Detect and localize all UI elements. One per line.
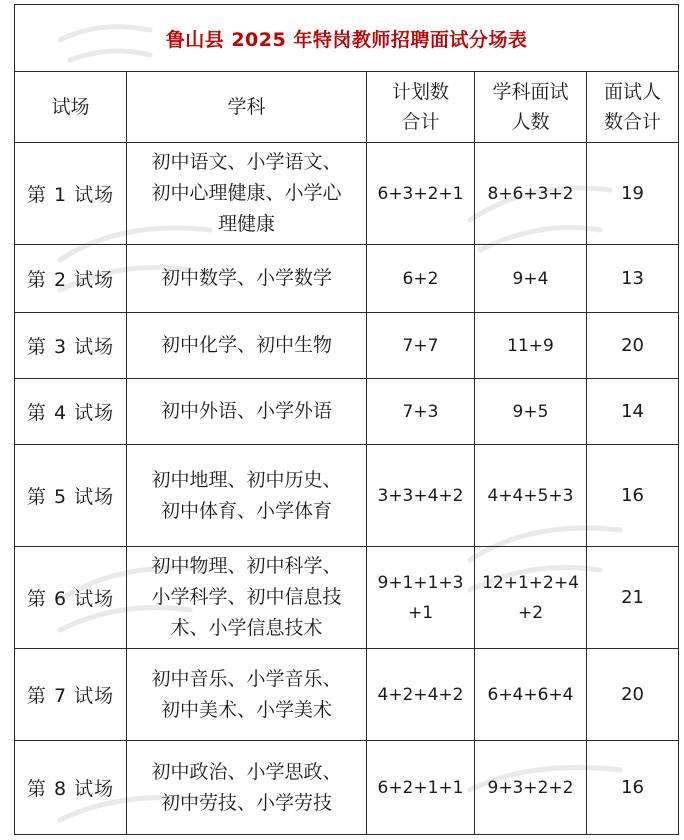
subject-interview-value: 8+6+3+2 — [487, 183, 574, 204]
table-title — [15, 5, 679, 72]
plan-total-cell — [367, 245, 475, 313]
subjects-cell — [127, 379, 367, 445]
interview-total-value: 21 — [621, 587, 644, 608]
plan-total-cell — [367, 379, 475, 445]
interview-total-cell — [587, 445, 679, 547]
header-plan-line2: 合计 — [401, 111, 440, 133]
room-cell — [15, 379, 127, 445]
header-interview-total — [587, 72, 679, 143]
subjects-text: 初中政治、小学思政、 — [151, 760, 342, 783]
table-row — [15, 547, 679, 649]
table-row — [15, 649, 679, 741]
room-cell — [15, 741, 127, 835]
subject-interview-cell — [475, 547, 587, 649]
subjects-text: 初中美术、小学美术 — [160, 698, 332, 721]
plan-total-cell — [367, 445, 475, 547]
plan-total-value: 9+1+1+3 — [377, 572, 464, 593]
subjects-text: 小学科学、初中信息技 — [151, 586, 342, 608]
subjects-cell — [127, 445, 367, 547]
header-room — [15, 72, 127, 143]
room-cell — [15, 649, 127, 741]
subjects-text: 初中外语、小学外语 — [160, 400, 332, 422]
room-label: 第 8 试场 — [26, 778, 115, 800]
subject-interview-value: 9+5 — [512, 401, 549, 422]
room-label: 第 6 试场 — [26, 588, 115, 610]
subject-interview-cell — [475, 313, 587, 379]
subjects-text: 初中化学、初中生物 — [160, 334, 332, 356]
table-row — [15, 143, 679, 245]
subjects-text: 初中语文、小学语文、 — [151, 151, 342, 173]
plan-total-value: 6+2 — [402, 268, 439, 289]
plan-total-cell — [367, 143, 475, 245]
room-cell — [15, 547, 127, 649]
title-row — [15, 5, 679, 72]
plan-total-cell — [367, 741, 475, 835]
room-label: 第 4 试场 — [26, 402, 115, 424]
interview-total-cell — [587, 245, 679, 313]
room-label: 第 5 试场 — [26, 486, 115, 508]
room-label: 第 3 试场 — [26, 336, 115, 358]
header-total-line2: 数合计 — [604, 111, 662, 133]
room-cell — [15, 313, 127, 379]
subject-interview-cell — [475, 445, 587, 547]
subjects-text: 初中数学、小学数学 — [160, 267, 332, 289]
subjects-cell — [127, 313, 367, 379]
subjects-text: 初中物理、初中科学、 — [151, 555, 342, 577]
plan-total-value: 3+3+4+2 — [377, 485, 464, 506]
plan-total-cell — [367, 313, 475, 379]
header-interview-line2: 人数 — [511, 111, 550, 133]
subjects-text: 初中地理、初中历史、 — [151, 468, 342, 491]
table-row — [15, 445, 679, 547]
table-row — [15, 741, 679, 835]
table-row — [15, 313, 679, 379]
plan-total-value: 6+2+1+1 — [377, 777, 464, 798]
table-row — [15, 245, 679, 313]
header-row — [15, 72, 679, 143]
subjects-cell — [127, 649, 367, 741]
interview-total-value: 14 — [621, 401, 644, 422]
plan-total-cell — [367, 649, 475, 741]
interview-total-cell — [587, 313, 679, 379]
subjects-cell — [127, 547, 367, 649]
interview-total-cell — [587, 379, 679, 445]
interview-schedule-table — [14, 4, 679, 835]
header-interview-line1: 学科面试 — [492, 81, 569, 103]
subjects-text: 初中心理健康、小学心 — [151, 182, 342, 204]
plan-total-value: 7+3 — [402, 401, 439, 422]
interview-total-cell — [587, 547, 679, 649]
subject-interview-value: 6+4+6+4 — [487, 684, 574, 705]
room-label: 第 1 试场 — [26, 184, 115, 206]
subject-interview-value: +2 — [517, 602, 544, 623]
interview-total-value: 13 — [621, 268, 644, 289]
interview-total-cell — [587, 741, 679, 835]
room-label: 第 7 试场 — [26, 685, 115, 707]
interview-total-value: 16 — [621, 485, 644, 506]
header-total-line1: 面试人 — [604, 81, 662, 103]
subject-interview-value: 4+4+5+3 — [487, 485, 574, 506]
plan-total-cell — [367, 547, 475, 649]
room-label: 第 2 试场 — [26, 269, 115, 291]
header-subject — [127, 72, 367, 143]
subjects-text: 初中劳技、小学劳技 — [160, 791, 332, 814]
interview-total-cell — [587, 649, 679, 741]
subject-interview-value: 9+3+2+2 — [487, 777, 574, 798]
subjects-cell — [127, 245, 367, 313]
plan-total-value: 6+3+2+1 — [377, 183, 464, 204]
header-plan-total — [367, 72, 475, 143]
subjects-cell — [127, 741, 367, 835]
header-plan-line1: 计划数 — [391, 81, 449, 103]
header-subject-label: 学科 — [227, 96, 266, 118]
subject-interview-cell — [475, 245, 587, 313]
room-cell — [15, 143, 127, 245]
subjects-text: 初中音乐、小学音乐、 — [151, 667, 342, 690]
header-room-label: 试场 — [51, 96, 90, 118]
subject-interview-value: 9+4 — [512, 268, 549, 289]
interview-total-value: 20 — [621, 335, 644, 356]
subject-interview-value: 11+9 — [507, 335, 554, 356]
interview-total-value: 16 — [621, 777, 644, 798]
header-subject-interview — [475, 72, 587, 143]
interview-total-cell — [587, 143, 679, 245]
room-cell — [15, 445, 127, 547]
plan-total-value: 7+7 — [402, 335, 439, 356]
room-cell — [15, 245, 127, 313]
subject-interview-cell — [475, 143, 587, 245]
subjects-cell — [127, 143, 367, 245]
subjects-text: 初中体育、小学体育 — [160, 499, 332, 522]
subject-interview-cell — [475, 649, 587, 741]
subject-interview-cell — [475, 741, 587, 835]
subject-interview-cell — [475, 379, 587, 445]
interview-total-value: 19 — [621, 183, 644, 204]
subject-interview-value: 12+1+2+4 — [482, 572, 579, 593]
table-title-text: 鲁山县 2025 年特岗教师招聘面试分场表 — [165, 28, 528, 51]
subjects-text: 理健康 — [217, 213, 275, 235]
table-row — [15, 379, 679, 445]
plan-total-value: +1 — [407, 602, 434, 623]
plan-total-value: 4+2+4+2 — [377, 684, 464, 705]
subjects-text: 术、小学信息技术 — [170, 617, 323, 639]
interview-total-value: 20 — [621, 684, 644, 705]
